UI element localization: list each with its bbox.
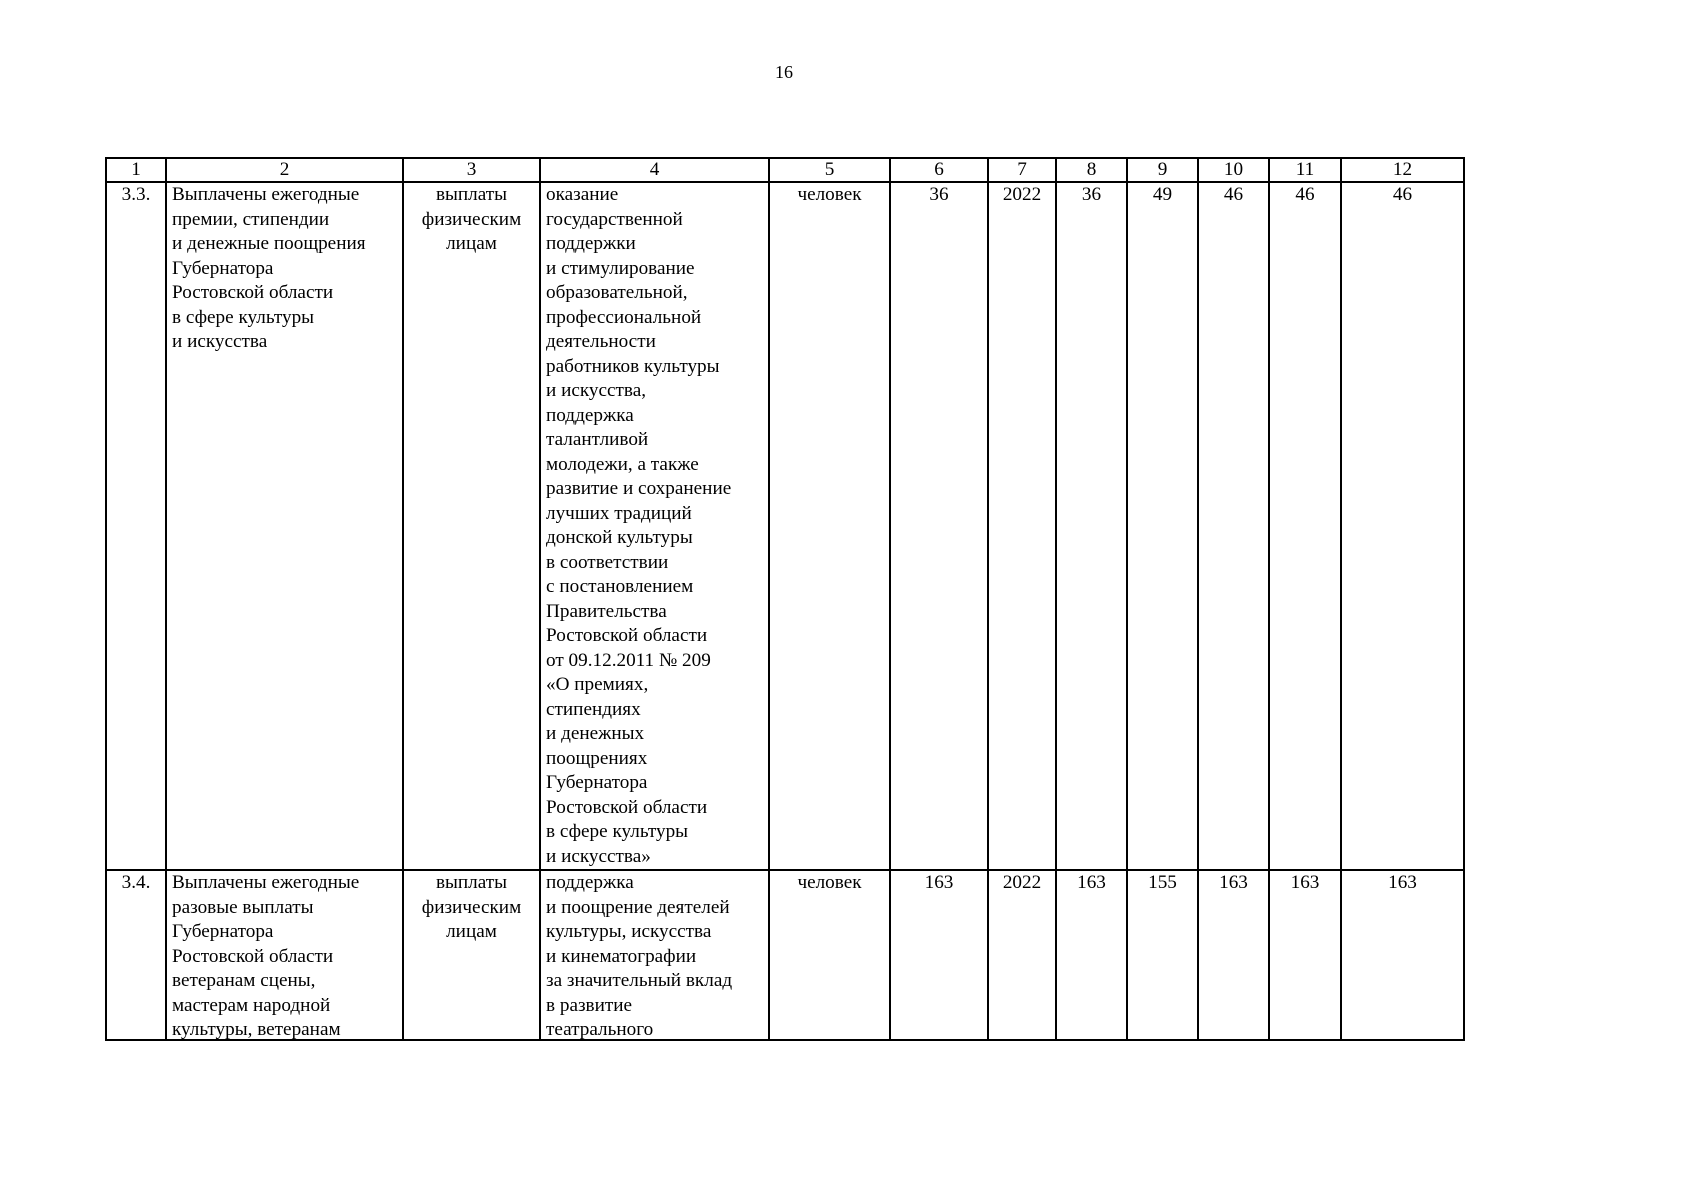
column-number: 4 bbox=[540, 158, 769, 182]
result-type: выплаты физическим лицам bbox=[403, 182, 540, 870]
column-number: 3 bbox=[403, 158, 540, 182]
base-value: 36 bbox=[890, 182, 988, 870]
column-number-row bbox=[106, 158, 1464, 182]
column-number: 5 bbox=[769, 158, 890, 182]
value-col-12: 163 bbox=[1341, 870, 1464, 1040]
column-number: 7 bbox=[988, 158, 1056, 182]
table-row bbox=[106, 870, 1464, 1040]
value-col-9: 155 bbox=[1127, 870, 1198, 1040]
column-number: 2 bbox=[166, 158, 403, 182]
unit-of-measure: человек bbox=[769, 182, 890, 870]
value-col-11: 163 bbox=[1269, 870, 1341, 1040]
value-col-12: 46 bbox=[1341, 182, 1464, 870]
value-col-8: 163 bbox=[1056, 870, 1127, 1040]
base-value: 163 bbox=[890, 870, 988, 1040]
column-number: 6 bbox=[890, 158, 988, 182]
data-table bbox=[105, 157, 1465, 1041]
value-col-9: 49 bbox=[1127, 182, 1198, 870]
row-number: 3.4. bbox=[106, 870, 166, 1040]
column-number: 8 bbox=[1056, 158, 1127, 182]
value-col-11: 46 bbox=[1269, 182, 1341, 870]
column-number: 10 bbox=[1198, 158, 1269, 182]
column-number: 1 bbox=[106, 158, 166, 182]
result-description: оказание государственной поддержки и стимулирование образовательной, профессиональной деятельности работников культуры и искусства, поддержка талантливой молодежи, а также развитие и сохранение лучших традиций донской культуры в соответствии с постановлением Правительства Ростовской области от 09.12.2011 № 209 «О премиях, стипендиях и денежных поощрениях Губернатора Ростовской области в сфере культуры и искусства» bbox=[540, 182, 769, 870]
column-number: 12 bbox=[1341, 158, 1464, 182]
column-number: 11 bbox=[1269, 158, 1341, 182]
value-col-10: 163 bbox=[1198, 870, 1269, 1040]
base-year: 2022 bbox=[988, 182, 1056, 870]
page-number: 16 bbox=[775, 62, 793, 82]
result-description: поддержка и поощрение деятелей культуры, искусства и кинематографии за значительный вклад в развитие театрального bbox=[540, 870, 769, 1040]
value-col-10: 46 bbox=[1198, 182, 1269, 870]
result-type: выплаты физическим лицам bbox=[403, 870, 540, 1040]
table-row bbox=[106, 182, 1464, 870]
base-year: 2022 bbox=[988, 870, 1056, 1040]
result-name: Выплачены ежегодные премии, стипендии и денежные поощрения Губернатора Ростовской области в сфере культуры и искусства bbox=[166, 182, 403, 870]
value-col-8: 36 bbox=[1056, 182, 1127, 870]
column-number: 9 bbox=[1127, 158, 1198, 182]
result-name: Выплачены ежегодные разовые выплаты Губернатора Ростовской области ветеранам сцены, мастерам народной культуры, ветеранам bbox=[166, 870, 403, 1040]
row-number: 3.3. bbox=[106, 182, 166, 870]
unit-of-measure: человек bbox=[769, 870, 890, 1040]
